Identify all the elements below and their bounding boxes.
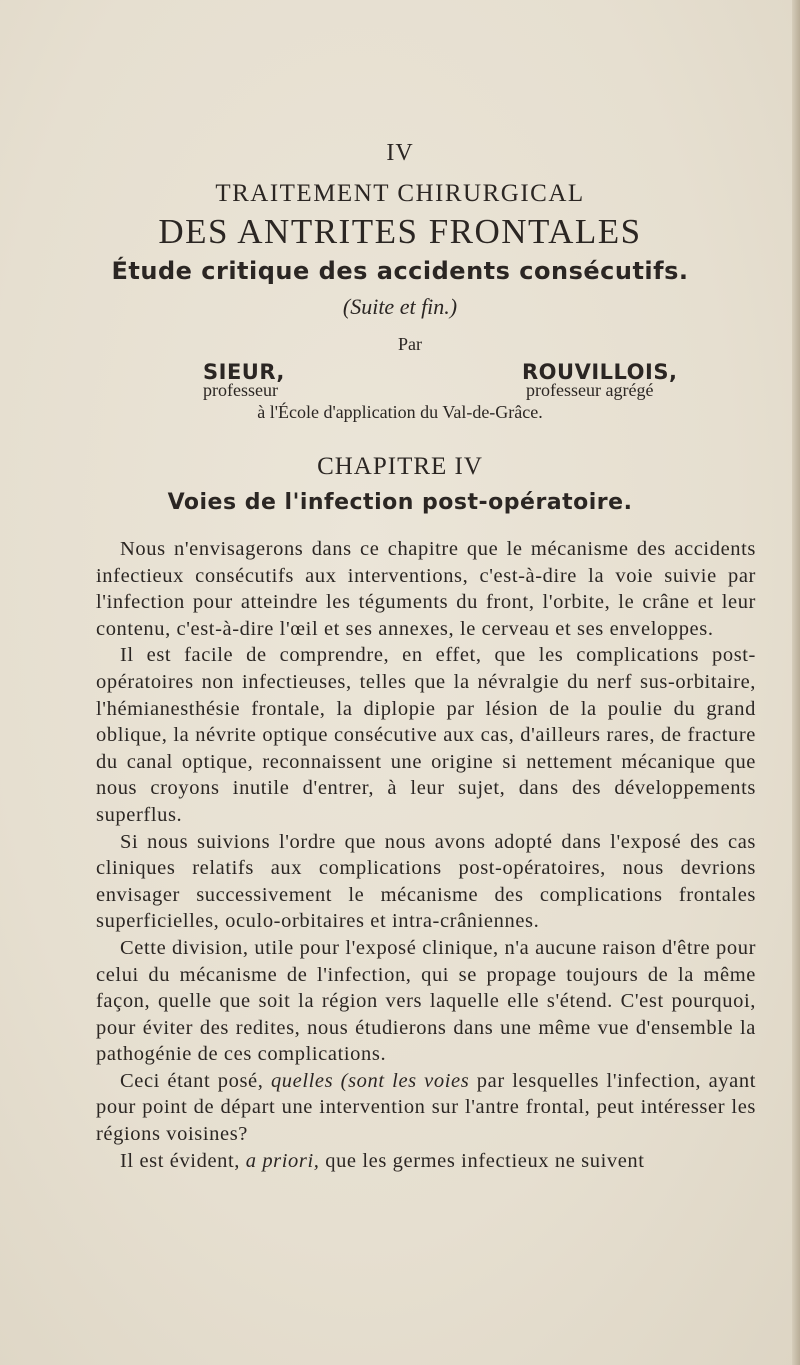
paragraph-text: Il est évident,: [120, 1149, 241, 1172]
paragraph-text: que les germes infectieux ne suivent: [325, 1149, 645, 1172]
paragraph-text: Ceci étant posé,: [120, 1069, 264, 1092]
body-text: [96, 536, 756, 1174]
subtitle: Étude critique des accidents consécutifs.: [111, 257, 689, 285]
paragraph: Cette division, utile pour l'exposé clinique, n'a aucune raison d'être pour celui du mécanisme de l'infection, qui se propage toujours de la même façon, quelle que soit la région vers laquelle elle s'étend. C'est pourquoi, pour éviter des redites, nous étudierons dans une même vue d'ensemble la pathogénie de ces complications.: [96, 936, 756, 1066]
paragraph-text: par lesquelles l'infection, ayant pour point de départ une intervention sur l'antre frontal, peut intéresser les régions voisines?: [96, 1069, 756, 1146]
paragraph: Il est facile de comprendre, en effet, que les complications post-opératoires non infectieuses, telles que la névralgie du nerf sus-orbitaire, l'hémianesthésie frontale, la diplopie par lésion de la poulie du grand oblique, la névrite optique consécutive aux cas, d'ailleurs rares, de fracture du canal optique, reconnaissent une origine si nettement mécanique que nous croyons inutile d'entrer, à leur sujet, dans des développements superflus.: [96, 644, 756, 826]
chapter-title: Voies de l'infection post-opératoire.: [167, 490, 633, 515]
paragraph: Si nous suivions l'ordre que nous avons adopté dans l'exposé des cas cliniques relatifs aux complications post-opératoires, nous devrions envisager successivement le mécanisme des complications frontales superficielles, oculo-orbitaires et intra-crâniennes.: [96, 830, 756, 933]
author-1-name: SIEUR,: [203, 360, 285, 384]
suite-note: (Suite et fin.): [342, 294, 458, 319]
paragraph: [96, 1148, 756, 1175]
section-number: IV: [386, 140, 414, 166]
italic-phrase: a priori,: [245, 1149, 320, 1172]
italic-phrase: quelles (sont les voies: [270, 1069, 470, 1092]
affiliation: à l'École d'application du Val-de-Grâce.: [257, 402, 543, 422]
author-2-role: professeur agrégé: [526, 380, 654, 400]
author-1-role: professeur: [203, 380, 278, 400]
chapter-number: CHAPITRE IV: [317, 453, 483, 480]
by-label: Par: [398, 334, 422, 354]
author-2-name: ROUVILLOIS,: [522, 360, 678, 384]
title-line-2: DES ANTRITES FRONTALES: [158, 212, 642, 251]
paragraph: [96, 1068, 756, 1148]
title-line-1: TRAITEMENT CHIRURGICAL: [215, 180, 585, 207]
paragraph: Nous n'envisagerons dans ce chapitre que le mécanisme des accidents infectieux consécutifs aux interventions, c'est-à-dire la voie suivie par l'infection pour atteindre les téguments du front, l'orbite, le crâne et leur contenu, c'est-à-dire l'œil et ses annexes, le cerveau et ses enveloppes.: [96, 538, 756, 640]
